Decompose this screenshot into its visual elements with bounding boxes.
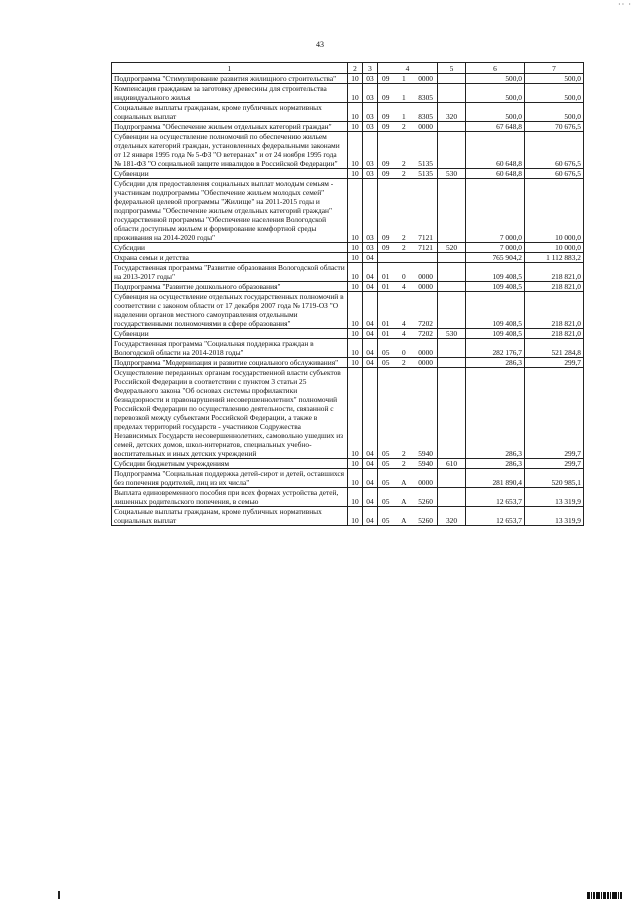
row-expense-type: 520 [438, 243, 466, 253]
row-article-part: 01 [382, 272, 390, 281]
row-section: 10 [348, 263, 363, 282]
row-expense-type [438, 122, 466, 132]
row-article-part: 5940 [418, 459, 433, 468]
row-target-article [378, 122, 438, 132]
row-target-article [378, 368, 438, 459]
table-row [112, 132, 584, 169]
row-subsection: 03 [363, 103, 378, 122]
table-row [112, 179, 584, 243]
row-target-article [378, 84, 438, 103]
table-row [112, 339, 584, 358]
row-amount-2015: 60 648,8 [466, 132, 525, 169]
row-subsection: 04 [363, 263, 378, 282]
row-target-article [378, 103, 438, 122]
table-row [112, 122, 584, 132]
row-amount-2016: 218 821,0 [525, 292, 584, 329]
row-section: 10 [348, 507, 363, 526]
row-section: 10 [348, 253, 363, 263]
table-row [112, 507, 584, 526]
row-article-part: 09 [382, 74, 390, 83]
row-amount-2015: 12 653,7 [466, 488, 525, 507]
row-section: 10 [348, 459, 363, 469]
row-article-part: 8305 [418, 112, 433, 121]
row-amount-2015: 109 408,5 [466, 329, 525, 339]
row-article-part: 05 [382, 348, 390, 357]
table-row [112, 84, 584, 103]
row-article-part: А [401, 478, 407, 487]
table-row [112, 459, 584, 469]
row-subsection: 03 [363, 132, 378, 169]
row-article-part: 0000 [418, 282, 433, 291]
row-expense-type [438, 368, 466, 459]
row-amount-2015: 67 648,8 [466, 122, 525, 132]
row-article-part: 01 [382, 319, 390, 328]
row-name: Субвенция на осуществление отдельных государственных полномочий в соответствии с законом области от 17 декабря 2007 года № 1719-ОЗ "О наделении органов местного самоуправления отдельными государственными полномочиями в сфере образования" [112, 292, 348, 329]
footer-barcode [587, 892, 622, 899]
budget-table [111, 62, 584, 526]
table-row [112, 263, 584, 282]
row-article-part: 0000 [418, 348, 433, 357]
row-article-part: 09 [382, 112, 390, 121]
row-article-part: 5940 [418, 449, 433, 458]
row-amount-2016: 218 821,0 [525, 329, 584, 339]
row-amount-2016: 218 821,0 [525, 263, 584, 282]
row-article-part: 0000 [418, 74, 433, 83]
row-name: Охрана семьи и детства [112, 253, 348, 263]
row-amount-2016: 13 319,9 [525, 488, 584, 507]
row-amount-2016: 299,7 [525, 368, 584, 459]
row-section: 10 [348, 103, 363, 122]
row-amount-2016: 299,7 [525, 459, 584, 469]
row-article-part: 09 [382, 93, 390, 102]
row-name: Подпрограмма "Развитие дошкольного образования" [112, 282, 348, 292]
row-expense-type [438, 179, 466, 243]
row-section: 10 [348, 132, 363, 169]
row-amount-2015: 109 408,5 [466, 282, 525, 292]
row-expense-type [438, 488, 466, 507]
row-amount-2015: 286,3 [466, 459, 525, 469]
row-article-part: 5260 [418, 497, 433, 506]
table-row [112, 253, 584, 263]
row-article-part: 09 [382, 122, 390, 131]
row-article-part: 09 [382, 243, 390, 252]
row-section: 10 [348, 122, 363, 132]
row-amount-2015: 286,3 [466, 358, 525, 368]
row-name: Субсидии для предоставления социальных выплат молодым семьям - участникам подпрограммы "Обеспечение жильем молодых семей" федеральной целевой программы "Жилище" на 2011-2015 годы и подпрограммы "Обеспечение жильем отдельных категорий граждан" государственной программы "Обеспечение населения Вологодской области доступным жильем и формирование комфортной среды проживания на 2014-2020 годы" [112, 179, 348, 243]
row-article-part: 05 [382, 497, 390, 506]
row-target-article [378, 179, 438, 243]
row-subsection: 04 [363, 358, 378, 368]
row-subsection: 03 [363, 122, 378, 132]
row-subsection: 04 [363, 507, 378, 526]
row-expense-type [438, 469, 466, 488]
footer-mark [58, 891, 60, 899]
row-article-part: 2 [401, 358, 406, 367]
row-section: 10 [348, 84, 363, 103]
row-expense-type [438, 84, 466, 103]
row-article-part: А [401, 516, 407, 525]
row-amount-2015: 765 904,2 [466, 253, 525, 263]
row-name: Субвенции [112, 329, 348, 339]
row-subsection: 03 [363, 84, 378, 103]
row-amount-2015: 286,3 [466, 368, 525, 459]
row-article-part: 05 [382, 449, 390, 458]
row-target-article [378, 358, 438, 368]
row-amount-2015: 282 176,7 [466, 339, 525, 358]
row-article-part: 0000 [418, 272, 433, 281]
row-article-part: 1 [401, 74, 406, 83]
table-row [112, 469, 584, 488]
row-target-article [378, 459, 438, 469]
row-name: Подпрограмма "Стимулирование развития жилищного строительства" [112, 74, 348, 84]
row-amount-2015: 12 653,7 [466, 507, 525, 526]
row-subsection: 04 [363, 282, 378, 292]
table-row [112, 368, 584, 459]
row-article-part: 0 [401, 348, 406, 357]
row-name: Осуществление переданных органам государственной власти субъектов Российской Федерации в соответствии с пунктом 3 статьи 25 Федерального закона "Об основах системы профилактики безнадзорности и правонарушений несовершеннолетних" полномочий Российской Федерации по осуществлению деятельности, связанной с перевозкой между субъектами Российской Федерации, а также в пределах территорий государств - участников Содружества Независимых Государств несовершеннолетних, самовольно ушедших из семей, детских домов, школ-интернатов, специальных учебно-воспитательных и иных детских учреждений [112, 368, 348, 459]
row-target-article [378, 263, 438, 282]
table-row [112, 488, 584, 507]
table-row [112, 243, 584, 253]
corner-mark: ·· · [618, 0, 632, 9]
row-target-article [378, 74, 438, 84]
row-target-article [378, 253, 438, 263]
row-subsection: 03 [363, 169, 378, 179]
row-expense-type [438, 358, 466, 368]
row-article-part: 05 [382, 516, 390, 525]
row-amount-2015: 500,0 [466, 103, 525, 122]
row-name: Подпрограмма "Социальная поддержка детей-сирот и детей, оставшихся без попечения родителей, лиц из их числа" [112, 469, 348, 488]
row-amount-2015: 7 000,0 [466, 179, 525, 243]
row-name: Подпрограмма "Модернизация и развитие социального обслуживания" [112, 358, 348, 368]
row-article-part: 5135 [418, 169, 433, 178]
row-section: 10 [348, 74, 363, 84]
row-article-part: 09 [382, 233, 390, 242]
table-body [112, 74, 584, 526]
header-col-4: 4 [378, 63, 438, 74]
row-target-article [378, 243, 438, 253]
row-amount-2016: 1 112 883,2 [525, 253, 584, 263]
row-subsection: 04 [363, 459, 378, 469]
row-target-article [378, 169, 438, 179]
row-name: Выплата единовременного пособия при всех формах устройства детей, лишенных родительского попечения, в семью [112, 488, 348, 507]
row-section: 10 [348, 179, 363, 243]
row-expense-type: 530 [438, 169, 466, 179]
row-section: 10 [348, 358, 363, 368]
row-name: Субсидии бюджетным учреждениям [112, 459, 348, 469]
row-article-part: 4 [401, 329, 406, 338]
row-subsection: 04 [363, 253, 378, 263]
header-col-5: 5 [438, 63, 466, 74]
page-number: 43 [316, 40, 324, 49]
row-expense-type [438, 282, 466, 292]
row-amount-2016: 60 676,5 [525, 132, 584, 169]
row-subsection: 03 [363, 243, 378, 253]
row-name: Социальные выплаты гражданам, кроме публичных нормативных социальных выплат [112, 507, 348, 526]
header-col-1: 1 [112, 63, 348, 74]
row-expense-type [438, 263, 466, 282]
row-section: 10 [348, 469, 363, 488]
row-amount-2016: 299,7 [525, 358, 584, 368]
row-name: Компенсация гражданам за заготовку древесины для строительства индивидуального жилья [112, 84, 348, 103]
row-subsection: 04 [363, 469, 378, 488]
row-name: Государственная программа "Социальная поддержка граждан в Вологодской области на 2014-2018 годы" [112, 339, 348, 358]
row-article-part: 2 [401, 122, 406, 131]
row-amount-2016: 520 985,1 [525, 469, 584, 488]
row-article-part: 8305 [418, 93, 433, 102]
row-subsection: 04 [363, 488, 378, 507]
row-amount-2015: 60 648,8 [466, 169, 525, 179]
row-amount-2016: 500,0 [525, 74, 584, 84]
row-article-part: 7121 [418, 243, 433, 252]
row-expense-type [438, 74, 466, 84]
row-amount-2016: 500,0 [525, 84, 584, 103]
row-amount-2016: 218 821,0 [525, 282, 584, 292]
header-col-3: 3 [363, 63, 378, 74]
row-name: Государственная программа "Развитие образования Вологодской области на 2013-2017 годы" [112, 263, 348, 282]
row-target-article [378, 292, 438, 329]
row-target-article [378, 339, 438, 358]
row-article-part: 1 [401, 112, 406, 121]
header-col-2: 2 [348, 63, 363, 74]
row-section: 10 [348, 329, 363, 339]
row-subsection: 04 [363, 329, 378, 339]
row-article-part: 7121 [418, 233, 433, 242]
row-name: Субвенции [112, 169, 348, 179]
header-row [112, 63, 584, 74]
table-row [112, 282, 584, 292]
row-name: Подпрограмма "Обеспечение жильем отдельных категорий граждан" [112, 122, 348, 132]
row-name: Субсидии [112, 243, 348, 253]
row-expense-type: 610 [438, 459, 466, 469]
row-target-article [378, 469, 438, 488]
row-article-part: А [401, 497, 407, 506]
row-section: 10 [348, 169, 363, 179]
row-article-part: 7202 [418, 329, 433, 338]
row-expense-type: 320 [438, 507, 466, 526]
row-target-article [378, 282, 438, 292]
row-expense-type [438, 292, 466, 329]
row-subsection: 03 [363, 179, 378, 243]
row-article-part: 4 [401, 282, 406, 291]
row-subsection: 04 [363, 339, 378, 358]
table-row [112, 169, 584, 179]
row-subsection: 03 [363, 74, 378, 84]
row-section: 10 [348, 292, 363, 329]
table-row [112, 329, 584, 339]
row-amount-2015: 500,0 [466, 74, 525, 84]
row-amount-2015: 500,0 [466, 84, 525, 103]
row-amount-2016: 60 676,5 [525, 169, 584, 179]
row-article-part: 2 [401, 233, 406, 242]
row-article-part: 0000 [418, 358, 433, 367]
row-article-part: 2 [401, 449, 406, 458]
row-article-part: 2 [401, 169, 406, 178]
row-amount-2015: 109 408,5 [466, 263, 525, 282]
row-article-part: 01 [382, 329, 390, 338]
row-expense-type [438, 339, 466, 358]
row-section: 10 [348, 488, 363, 507]
row-amount-2015: 7 000,0 [466, 243, 525, 253]
row-amount-2015: 281 890,4 [466, 469, 525, 488]
row-subsection: 04 [363, 292, 378, 329]
row-amount-2016: 10 000,0 [525, 243, 584, 253]
row-article-part: 05 [382, 459, 390, 468]
table-row [112, 292, 584, 329]
row-target-article [378, 132, 438, 169]
row-name: Социальные выплаты гражданам, кроме публичных нормативных социальных выплат [112, 103, 348, 122]
row-amount-2016: 13 319,9 [525, 507, 584, 526]
row-target-article [378, 488, 438, 507]
row-article-part: 1 [401, 93, 406, 102]
row-amount-2016: 10 000,0 [525, 179, 584, 243]
row-expense-type: 320 [438, 103, 466, 122]
row-article-part: 0000 [418, 122, 433, 131]
table-row [112, 358, 584, 368]
row-expense-type [438, 132, 466, 169]
row-expense-type: 530 [438, 329, 466, 339]
row-section: 10 [348, 243, 363, 253]
row-article-part: 2 [401, 459, 406, 468]
row-expense-type [438, 253, 466, 263]
row-section: 10 [348, 339, 363, 358]
row-target-article [378, 507, 438, 526]
table-row [112, 74, 584, 84]
row-article-part: 2 [401, 159, 406, 168]
row-amount-2015: 109 408,5 [466, 292, 525, 329]
table-row [112, 103, 584, 122]
row-article-part: 0000 [418, 478, 433, 487]
row-name: Субвенции на осуществление полномочий по обеспечению жильем отдельных категорий граждан, установленных федеральными законами от 12 января 1995 года № 5-ФЗ "О ветеранах" и от 24 ноября 1995 года № 181-ФЗ "О социальной защите инвалидов в Российской Федерации" [112, 132, 348, 169]
row-section: 10 [348, 282, 363, 292]
row-article-part: 09 [382, 159, 390, 168]
row-amount-2016: 70 676,5 [525, 122, 584, 132]
row-article-part: 5135 [418, 159, 433, 168]
row-article-part: 05 [382, 358, 390, 367]
row-article-part: 0 [401, 272, 406, 281]
row-subsection: 04 [363, 368, 378, 459]
row-article-part: 2 [401, 243, 406, 252]
row-target-article [378, 329, 438, 339]
header-col-6: 6 [466, 63, 525, 74]
row-amount-2016: 500,0 [525, 103, 584, 122]
row-article-part: 09 [382, 169, 390, 178]
row-article-part: 5260 [418, 516, 433, 525]
row-article-part: 7202 [418, 319, 433, 328]
row-section: 10 [348, 368, 363, 459]
header-col-7: 7 [525, 63, 584, 74]
row-article-part: 4 [401, 319, 406, 328]
row-article-part: 05 [382, 478, 390, 487]
row-article-part: 01 [382, 282, 390, 291]
row-amount-2016: 521 284,8 [525, 339, 584, 358]
